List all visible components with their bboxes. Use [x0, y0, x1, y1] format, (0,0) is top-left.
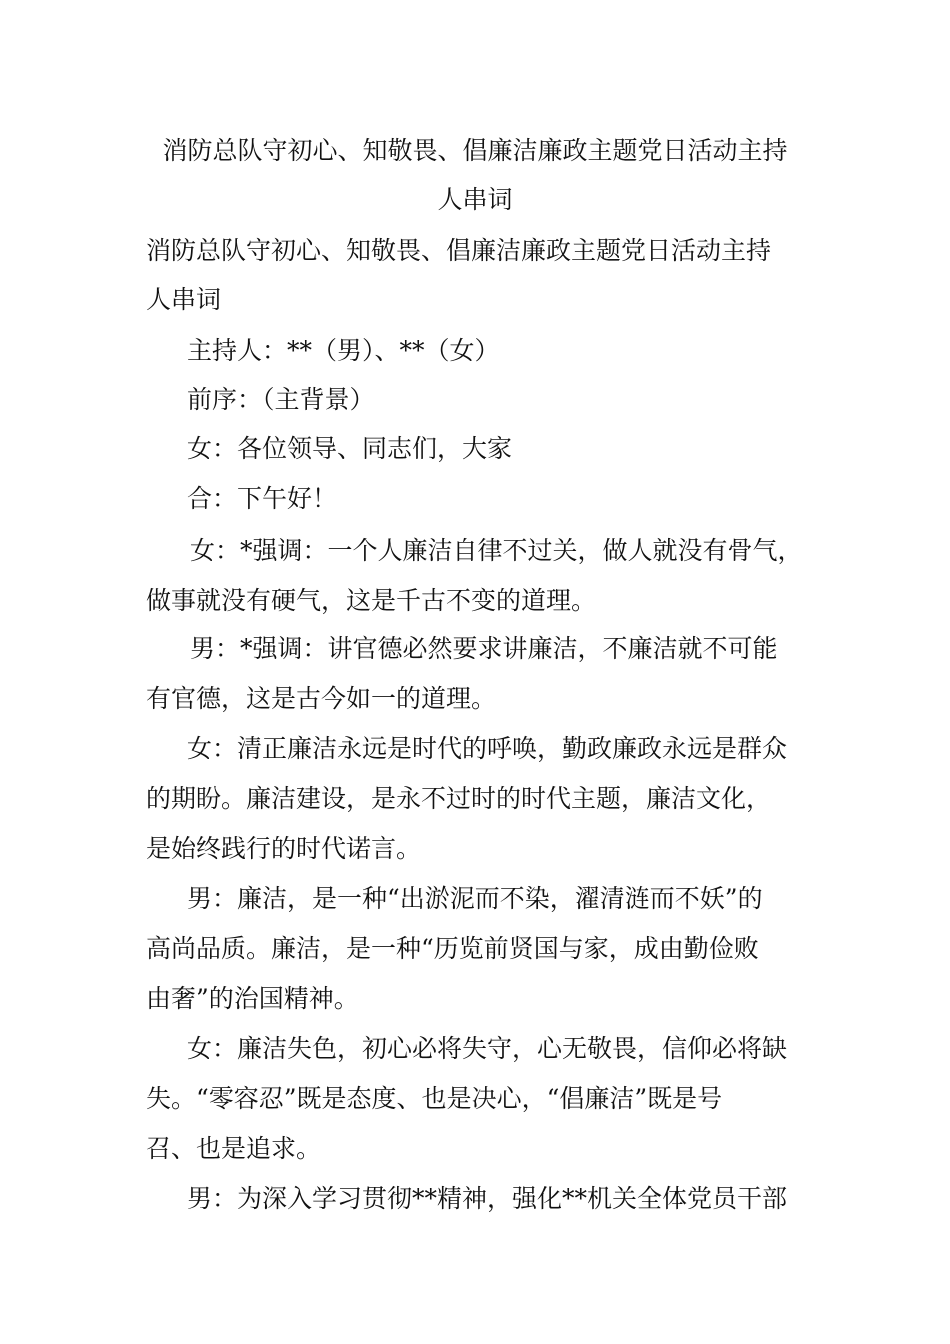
body-line: 女：廉洁失色，初心必将失守，心无敬畏，信仰必将缺 — [187, 1034, 788, 1063]
body-line: 消防总队守初心、知敬畏、倡廉洁廉政主题党日活动主持 — [146, 236, 772, 265]
body-line: 女：*强调：一个人廉洁自律不过关，做人就没有骨气， — [190, 536, 803, 565]
body-line: 女：清正廉洁永远是时代的呼唤，勤政廉政永远是群众 — [187, 734, 788, 763]
body-line: 高尚品质。廉洁，是一种“历览前贤国与家，成由勤俭败 — [146, 934, 759, 963]
body-line: 人串词 — [146, 285, 222, 314]
body-line: 是始终践行的时代诺言。 — [146, 834, 422, 863]
body-line-preface: 前序：（主背景） — [187, 385, 375, 414]
body-line: 由奢”的治国精神。 — [146, 984, 359, 1013]
document-title-line-2: 人串词 — [437, 185, 513, 214]
body-line: 女：各位领导、同志们，大家 — [187, 434, 513, 463]
body-line: 失。“零容忍”既是态度、也是决心，“倡廉洁”既是号 — [146, 1084, 723, 1113]
body-line: 男：廉洁，是一种“出淤泥而不染，濯清涟而不妖”的 — [187, 884, 763, 913]
body-line: 的期盼。廉洁建设，是永不过时的时代主题，廉洁文化， — [146, 784, 772, 813]
document-title-line-1: 消防总队守初心、知敬畏、倡廉洁廉政主题党日活动主持 — [162, 136, 788, 165]
body-line: 做事就没有硬气，这是千古不变的道理。 — [146, 586, 597, 615]
body-line-host: 主持人：**（男）、**（女） — [187, 336, 500, 365]
body-line: 有官德，这是古今如一的道理。 — [146, 684, 497, 713]
body-line: 男：为深入学习贯彻**精神，强化**机关全体党员干部 — [187, 1184, 788, 1213]
body-line: 召、也是追求。 — [146, 1134, 322, 1163]
body-line: 男：*强调：讲官德必然要求讲廉洁，不廉洁就不可能 — [190, 634, 778, 663]
body-line: 合：下午好！ — [187, 484, 338, 513]
